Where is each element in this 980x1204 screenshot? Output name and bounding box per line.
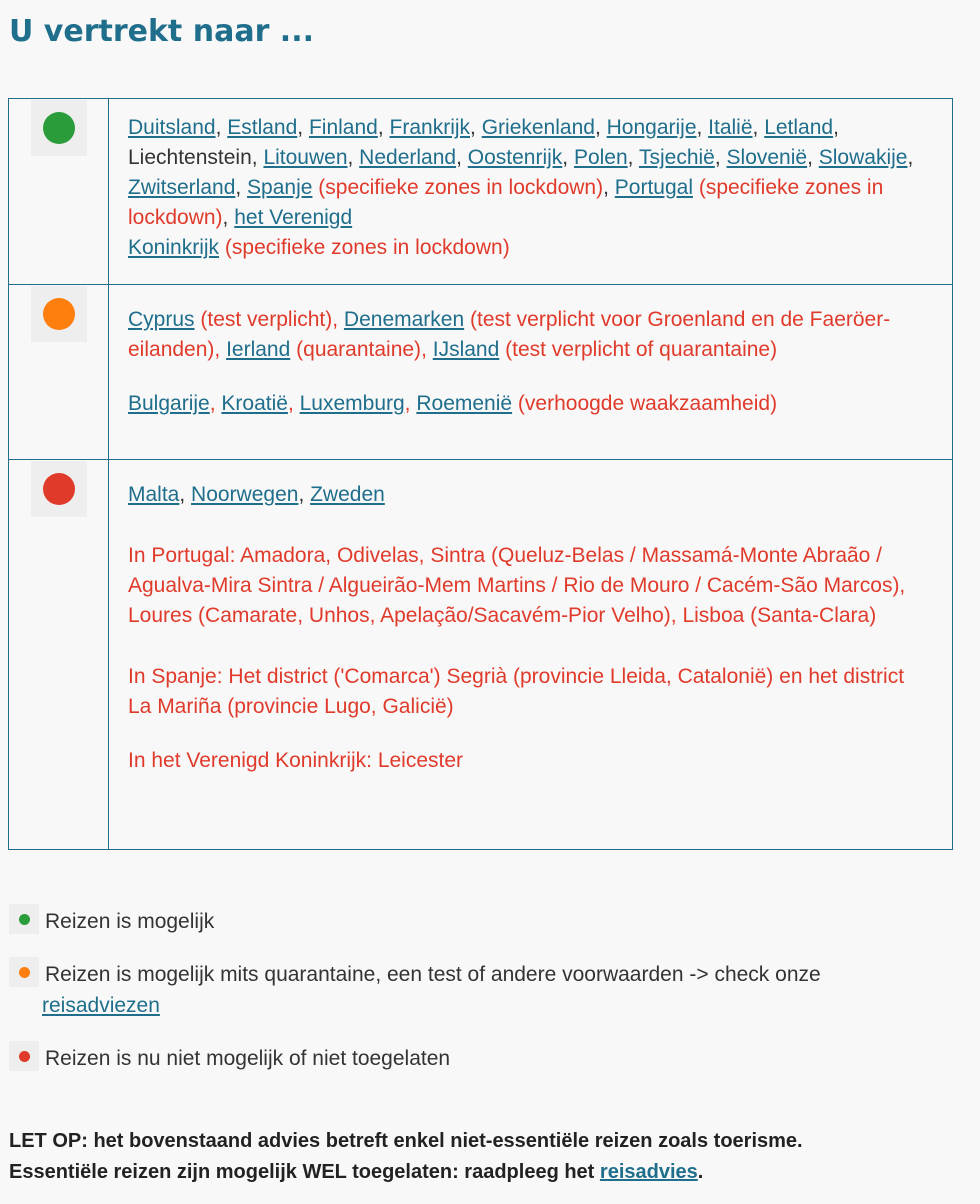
country-link-polen[interactable]: Polen: [573, 146, 628, 169]
page-title: U vertrekt naar ...: [9, 14, 314, 49]
country-link-litouwen[interactable]: Litouwen: [263, 146, 348, 169]
status-indicator: [31, 100, 87, 156]
status-indicator: [31, 461, 87, 517]
country-link-slowakije[interactable]: Slowakije: [818, 146, 908, 169]
country-link-oostenrijk[interactable]: Oostenrijk: [467, 146, 563, 169]
country-link-zweden[interactable]: Zweden: [310, 483, 385, 506]
legend-label-red: Reizen is nu niet mogelijk of niet toegelaten: [45, 1047, 451, 1070]
country-link-italie[interactable]: Italië: [708, 116, 753, 139]
legend-indicator: [9, 1041, 39, 1071]
green-dot-icon: [19, 914, 30, 925]
zone-row-orange: [9, 285, 953, 460]
legend-indicator: [9, 957, 39, 987]
lockdown-note: (specifieke zones in lockdown): [224, 236, 510, 259]
country-link-ierland[interactable]: Ierland: [226, 338, 291, 361]
ierland-note: (quarantaine): [296, 338, 422, 361]
vk-link-part2: Koninkrijk: [128, 236, 220, 259]
country-link-estland[interactable]: Estland: [227, 116, 298, 139]
zone-content-green: Duitsland, Estland, Finland, Frankrijk, Griekenland, Hongarije, Italië, Letland, Liechtenstein, Litouwen, Nederland, Oostenrijk, Polen, Tsjechië, Slovenië, Slowakije, Zwitserland, Spanje (specifieke zones in lockdown), Portugal (specifieke zones in lockdown), het Verenigd Koninkrijk (specifieke zones in lockdown): [109, 99, 953, 285]
country-link-kroatie[interactable]: Kroatië: [221, 392, 288, 415]
country-link-griekenland[interactable]: Griekenland: [481, 116, 595, 139]
country-link-finland[interactable]: Finland: [308, 116, 378, 139]
zones-table: [8, 98, 953, 850]
note-end: .: [697, 1161, 704, 1183]
country-link-roemenie[interactable]: Roemenië: [416, 392, 513, 415]
zone-row-green: [9, 99, 953, 285]
country-link-noorwegen[interactable]: Noorwegen: [191, 483, 299, 506]
ijsland-note: (test verplicht of quarantaine): [505, 338, 778, 361]
portugal-regions: In Portugal: Amadora, Odivelas, Sintra (Queluz-Belas / Massamá-Monte Abraão / Agualva-Mira Sintra / Algueirão-Mem Martins / Rio de Mouro / Cacém-São Marcos), Loures (Camarate, Unhos, Apelação/Sacavém-Pior Velho), Lisboa (Santa-Clara): [128, 544, 906, 627]
lockdown-note: (specifieke zones in lockdown): [128, 176, 884, 229]
country-link-bulgarije[interactable]: Bulgarije: [128, 392, 210, 415]
country-link-nederland[interactable]: Nederland: [359, 146, 457, 169]
group-note: (verhoogde waakzaamheid): [517, 392, 778, 415]
status-cell-green: [9, 99, 109, 285]
country-link-luxemburg[interactable]: Luxemburg: [299, 392, 405, 415]
legend-indicator: [9, 904, 39, 934]
zone-row-red: [9, 460, 953, 850]
country-link-slovenie[interactable]: Slovenië: [726, 146, 808, 169]
country-text-liechtenstein: Liechtenstein: [128, 146, 252, 169]
legend-label-green: Reizen is mogelijk: [45, 910, 215, 933]
lockdown-note: (specifieke zones in lockdown): [318, 176, 604, 199]
country-link-spanje[interactable]: Spanje: [247, 176, 313, 199]
orange-dot-icon: [19, 967, 30, 978]
zone-content-red: Malta, Noorwegen, Zweden In Portugal: Amadora, Odivelas, Sintra (Queluz-Belas / Massamá-Monte Abraão / Agualva-Mira Sintra / Algueirão-Mem Martins / Rio de Mouro / Cacém-São Marcos), Loures (Camarate, Unhos, Apelação/Sacavém-Pior Velho), Lisboa (Santa-Clara) In Spanje: Het district ('Comarca') Segrià (provincie Lleida, Catalonië) en het district La Mariña (provincie Lugo, Galicië) In het Verenigd Koninkrijk: Leicester: [109, 460, 953, 850]
orange-dot-icon: [43, 298, 75, 330]
country-link-zwitserland[interactable]: Zwitserland: [128, 176, 236, 199]
country-link-denemarken[interactable]: Denemarken: [343, 308, 465, 331]
spanje-regions: In Spanje: Het district ('Comarca') Segrià (provincie Lleida, Catalonië) en het district La Mariña (provincie Lugo, Galicië): [128, 665, 905, 718]
denemarken-note: (test verplicht voor Groenland en de Faeröer-eilanden): [128, 308, 891, 361]
country-link-tsjechie[interactable]: Tsjechië: [638, 146, 715, 169]
legend-item-green: [9, 904, 214, 937]
country-link-letland[interactable]: Letland: [764, 116, 834, 139]
status-indicator: [31, 286, 87, 342]
red-dot-icon: [43, 473, 75, 505]
country-link-cyprus[interactable]: Cyprus: [128, 308, 195, 331]
reisadviezen-link[interactable]: reisadviezen: [42, 994, 160, 1017]
country-link-portugal[interactable]: Portugal: [614, 176, 693, 199]
legend-item-red: [9, 1041, 450, 1074]
note-line-2: Essentiële reizen zijn mogelijk WEL toegelaten: raadpleeg het: [9, 1161, 595, 1183]
disclaimer-note: [9, 1126, 969, 1188]
green-dot-icon: [43, 112, 75, 144]
legend-item-orange: [9, 957, 909, 1021]
red-dot-icon: [19, 1051, 30, 1062]
cyprus-note: (test verplicht): [200, 308, 333, 331]
note-line-1: LET OP: het bovenstaand advies betreft enkel niet-essentiële reizen zoals toerisme.: [9, 1130, 803, 1152]
country-link-ijsland[interactable]: IJsland: [432, 338, 500, 361]
country-link-malta[interactable]: Malta: [128, 483, 180, 506]
vk-regions: In het Verenigd Koninkrijk: Leicester: [128, 749, 464, 772]
status-cell-red: [9, 460, 109, 850]
reisadvies-link[interactable]: reisadvies: [599, 1161, 698, 1183]
country-link-duitsland[interactable]: Duitsland: [128, 116, 216, 139]
legend-label-orange: Reizen is mogelijk mits quarantaine, een test of andere voorwaarden -> check onze: [45, 963, 821, 986]
zone-content-orange: Cyprus (test verplicht), Denemarken (test verplicht voor Groenland en de Faeröer-eilanden), Ierland (quarantaine), IJsland (test verplicht of quarantaine) Bulgarije, Kroatië, Luxemburg, Roemenië (verhoogde waakzaamheid): [109, 285, 953, 460]
status-cell-orange: [9, 285, 109, 460]
vk-link-part1: het Verenigd: [234, 206, 353, 229]
country-link-frankrijk[interactable]: Frankrijk: [389, 116, 471, 139]
country-link-hongarije[interactable]: Hongarije: [606, 116, 697, 139]
